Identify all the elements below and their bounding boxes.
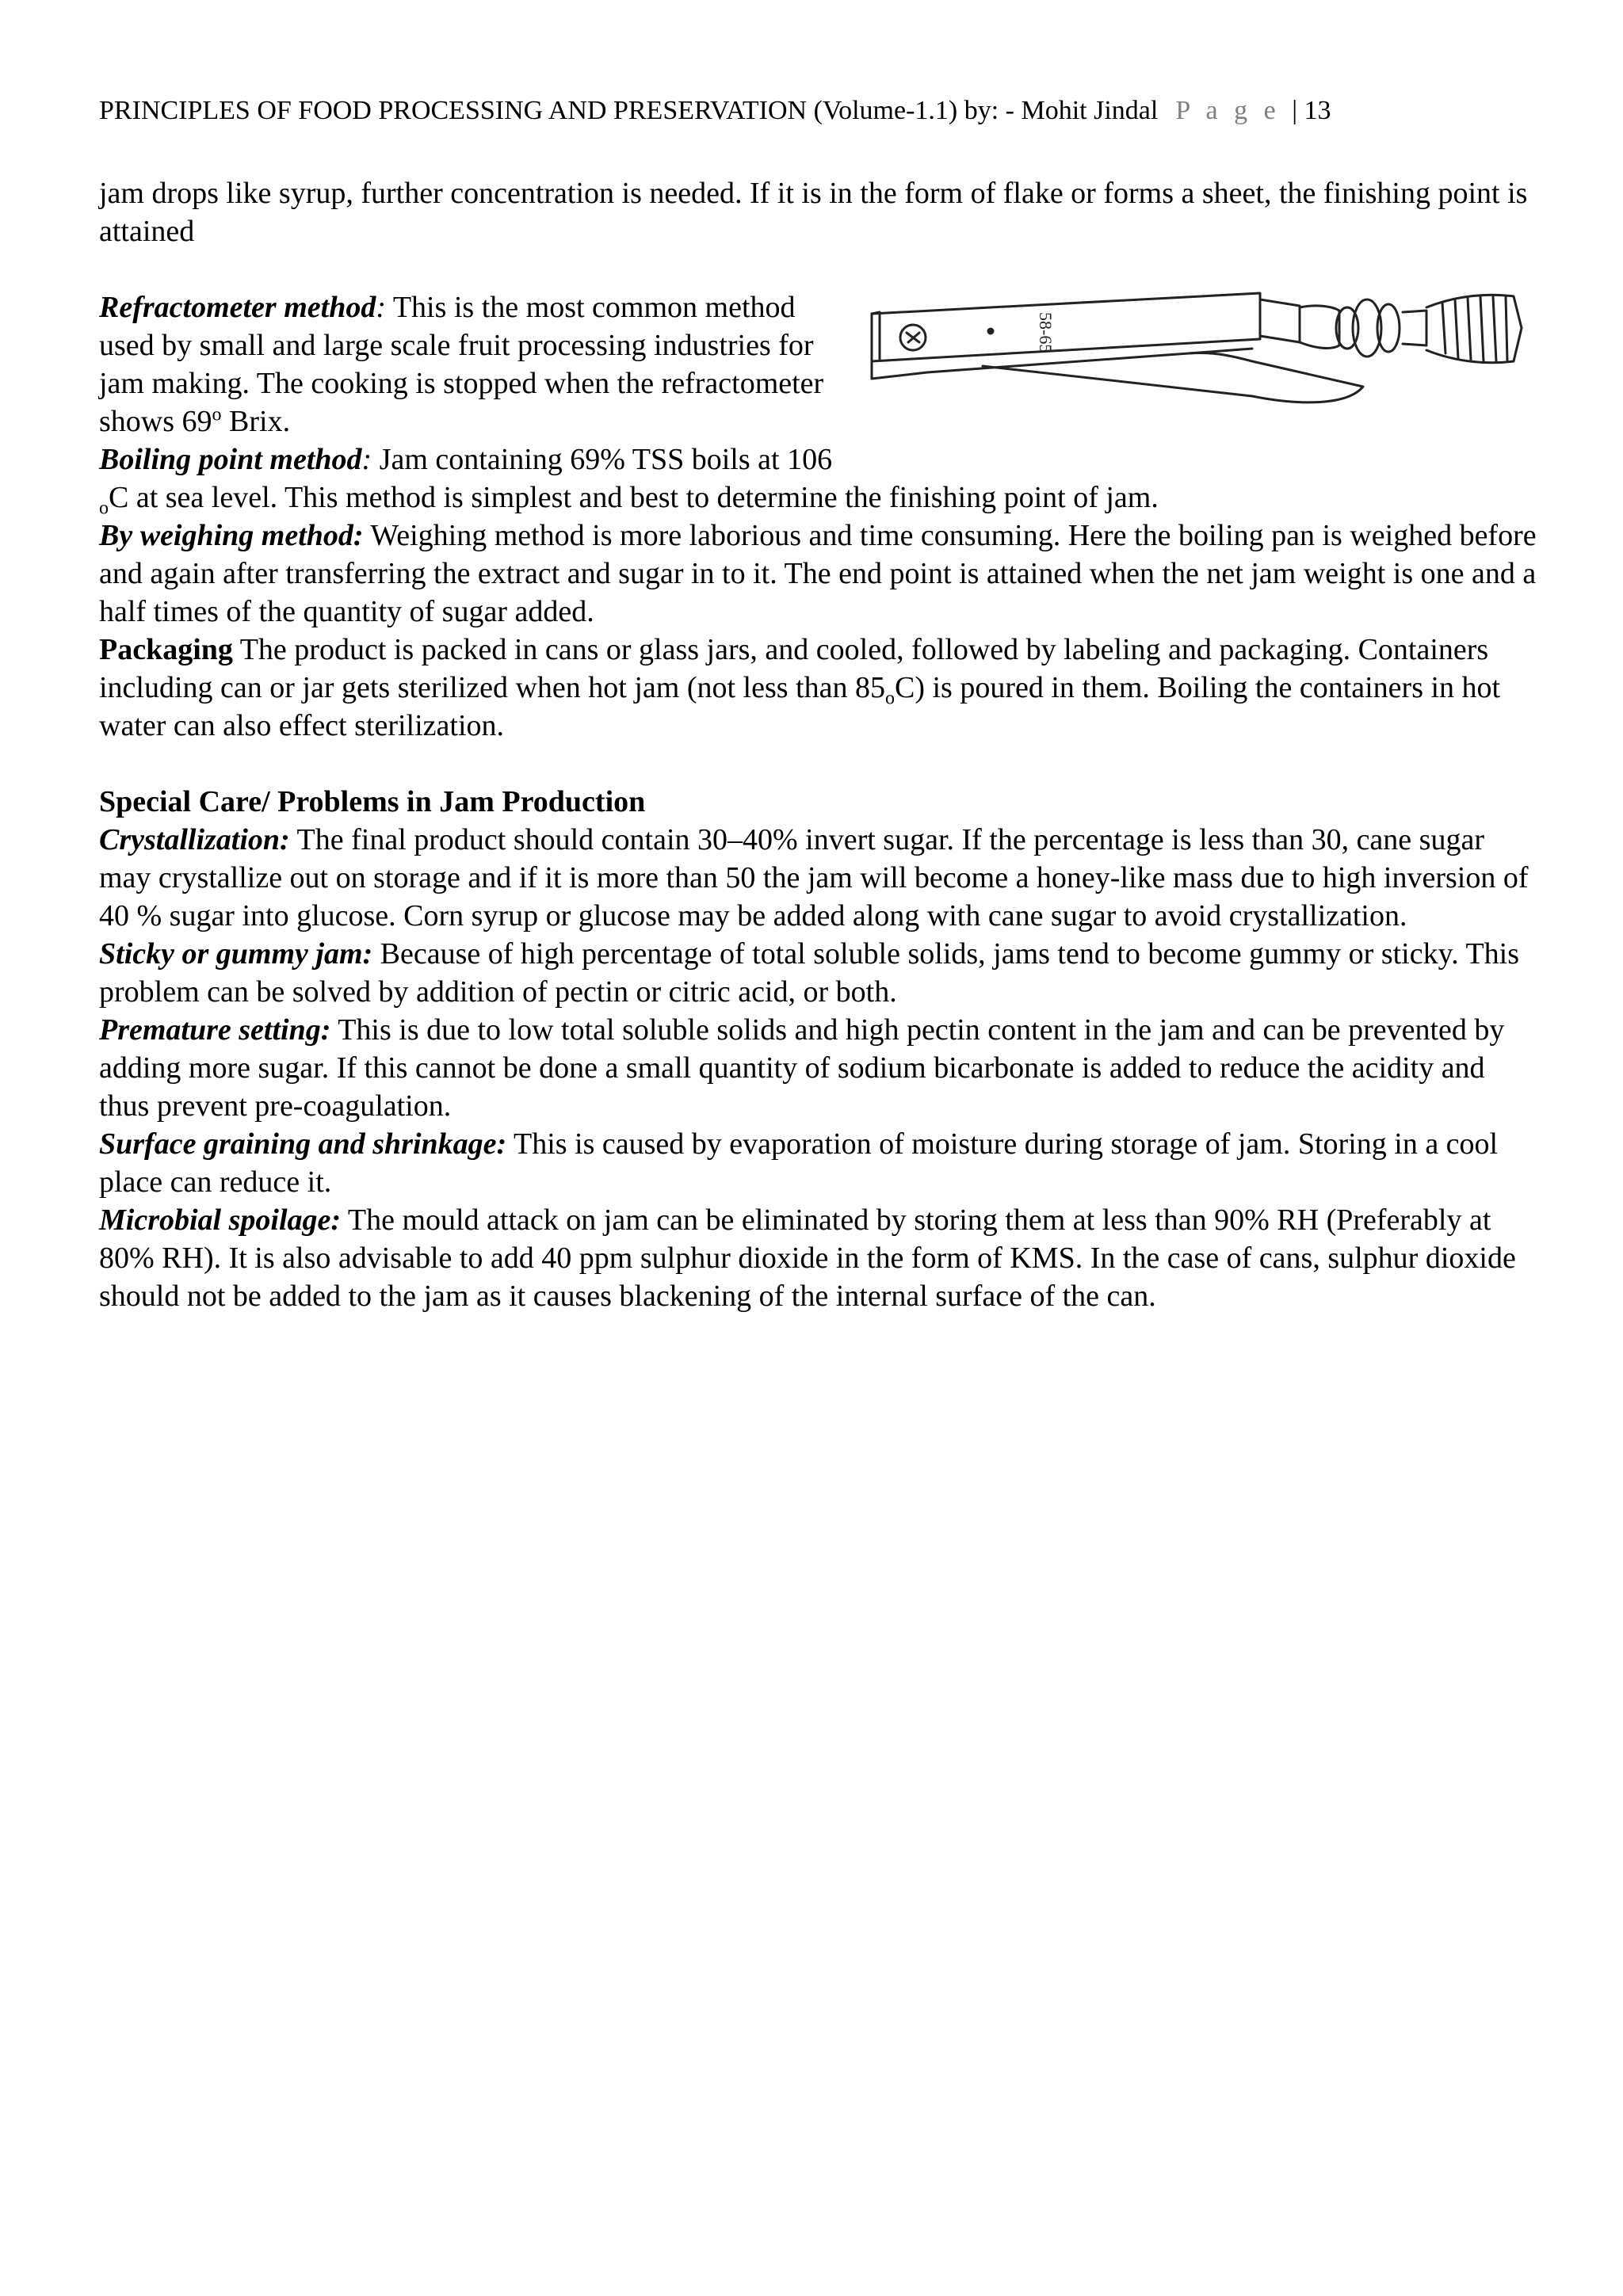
microbial-spoilage-term: Microbial spoilage:: [99, 1203, 342, 1237]
premature-setting-text: This is due to low total soluble solids and high pectin content in the jam and can be prevented by adding more sugar. If this cannot be done a small quantity of sodium bicarbonate is added to reduce the acidity and thus prevent pre-coagulation.: [99, 1013, 1505, 1123]
packaging-paragraph: [99, 631, 1537, 745]
paragraph-gap: [99, 745, 1537, 783]
surface-graining-paragraph: [99, 1125, 1537, 1201]
figure-scale-label: 58-65: [1036, 312, 1056, 353]
premature-setting-paragraph: [99, 1011, 1537, 1125]
packaging-text-end: C) is poured in them. Boiling the containers in hot water can also effect sterilization.: [99, 671, 1501, 742]
refractometer-text: This is the most common method used by small and large scale fruit processing industries for jam making. The cooking is stopped when the refractometer shows 69: [99, 291, 824, 438]
header-title: PRINCIPLES OF FOOD PROCESSING AND PRESERVATION (Volume-1.1) by: - Mohit Jindal: [99, 96, 1159, 125]
page-separator: |: [1292, 96, 1297, 125]
section-heading: Special Care/ Problems in Jam Production: [99, 785, 646, 818]
weighing-paragraph: [99, 517, 1537, 631]
degree-symbol: o: [212, 404, 222, 425]
packaging-text: The product is packed in cans or glass jars, and cooled, followed by labeling and packaging. Containers including can or jar gets sterilized when hot jam (not less than 85: [99, 633, 1489, 704]
microbial-spoilage-text: The mould attack on jam can be eliminated by storing them at less than 90% RH (Preferably at 80% RH). It is also advisable to add 40 ppm sulphur dioxide in the form of KMS. In the case of cans, sulphur dioxide should not be added to the jam as it causes blackening of the internal surface of the can.: [99, 1203, 1516, 1313]
crystallization-paragraph: [99, 821, 1537, 935]
sticky-jam-paragraph: [99, 935, 1537, 1011]
microbial-spoilage-paragraph: [99, 1201, 1537, 1315]
refractometer-term: Refractometer method: [99, 291, 376, 324]
sticky-jam-term: Sticky or gummy jam:: [99, 937, 373, 971]
crystallization-text: The final product should contain 30–40% invert sugar. If the percentage is less than 30, cane sugar may crystallize out on storage and if it is more than 50 the jam will become a honey-like mass due to high inversion of 40 % sugar into glucose. Corn syrup or glucose may be added along with cane sugar to avoid crystallization.: [99, 823, 1529, 933]
page-label: P a g e: [1175, 96, 1281, 125]
boiling-text: Jam containing 69% TSS boils at 106: [372, 443, 833, 476]
boiling-colon: :: [361, 443, 372, 476]
weighing-text: Weighing method is more laborious and time consuming. Here the boiling pan is weighed before and again after transferring the extract and sugar in to it. The end point is attained when the net jam weight is one and a half times of the quantity of sugar added.: [99, 519, 1537, 628]
crystallization-term: Crystallization:: [99, 823, 290, 856]
packaging-term: Packaging: [99, 633, 233, 666]
boiling-term: Boiling point method: [99, 443, 362, 476]
premature-setting-term: Premature setting:: [99, 1013, 331, 1047]
page-number: 13: [1304, 96, 1331, 125]
packaging-degree: o: [884, 688, 895, 709]
weighing-term: By weighing method:: [99, 519, 364, 552]
surface-graining-term: Surface graining and shrinkage:: [99, 1127, 507, 1161]
boiling-text-end: C at sea level. This method is simplest and best to determine the finishing point of jam.: [109, 481, 1159, 514]
refractometer-text-end: Brix.: [221, 405, 291, 438]
sticky-jam-text: Because of high percentage of total soluble solids, jams tend to become gummy or sticky. This problem can be solved by addition of pectin or citric acid, or both.: [99, 937, 1520, 1009]
boiling-degree: o: [99, 498, 109, 519]
intro-paragraph: jam drops like syrup, further concentration is needed. If it is in the form of flake or forms a sheet, the finishing point is attained: [99, 177, 1528, 248]
paragraph-gap: [99, 250, 1537, 288]
document-body: [99, 174, 1537, 1315]
refractometer-illustration: [856, 290, 1537, 448]
refractometer-colon: :: [376, 291, 386, 324]
boiling-paragraph: [99, 441, 1537, 517]
page-header: [99, 93, 1526, 128]
surface-graining-text: This is caused by evaporation of moisture during storage of jam. Storing in a cool place can reduce it.: [99, 1127, 1499, 1199]
